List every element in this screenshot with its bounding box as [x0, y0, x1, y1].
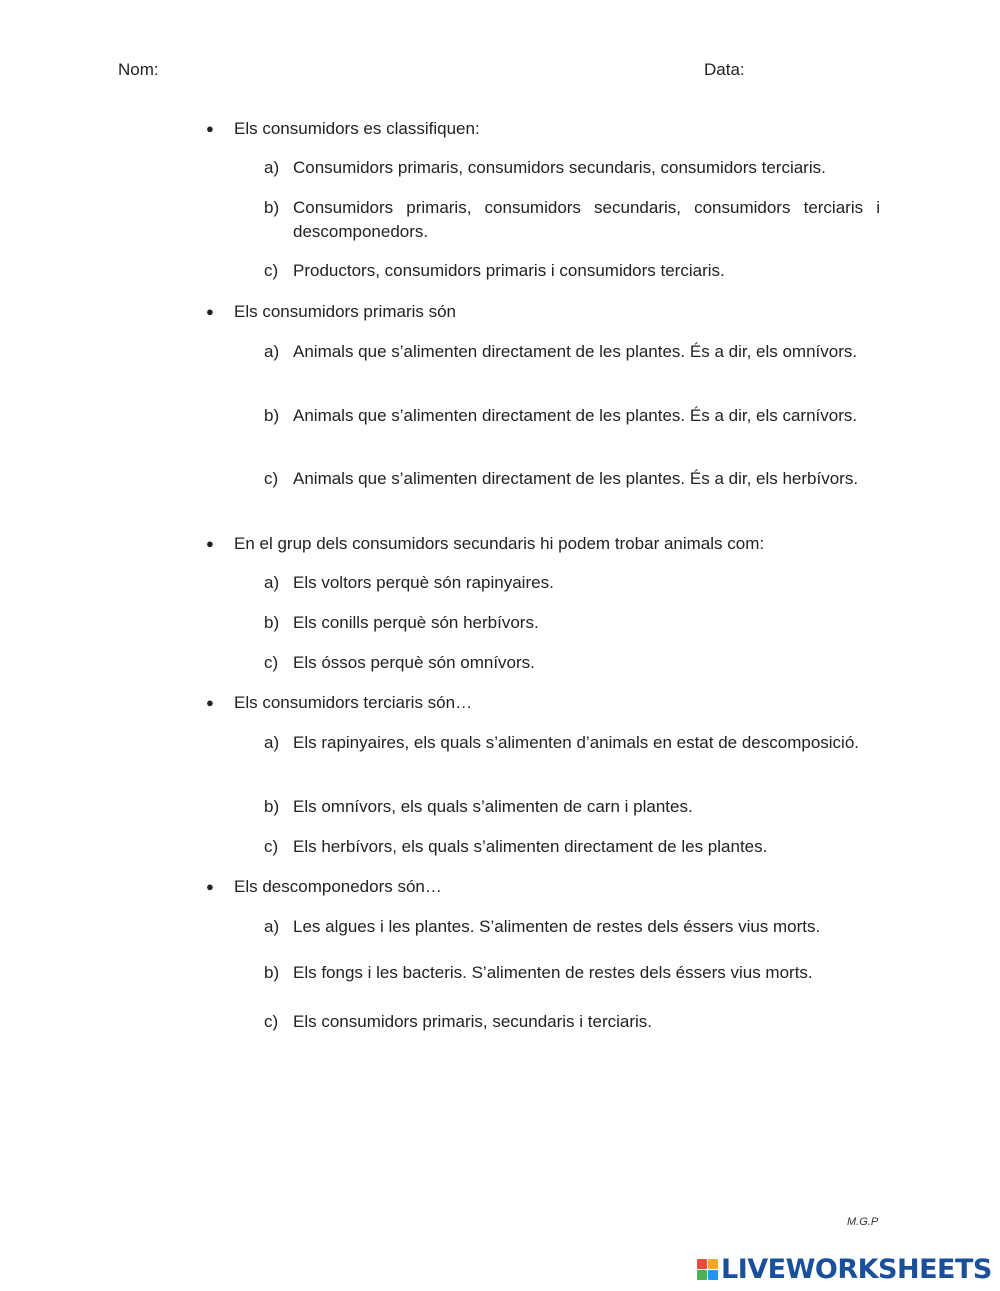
option-text: Consumidors primaris, consumidors secundaris, consumidors terciaris i descomponedors. [293, 198, 880, 241]
option-letter: a) [264, 158, 280, 177]
option-letter: a) [264, 342, 280, 361]
option-letter: b) [264, 613, 280, 632]
logo-mark-square [697, 1270, 707, 1280]
option-letter: a) [264, 573, 280, 592]
bullet-icon: ● [206, 304, 214, 319]
question-stem: Els consumidors es classifiquen: [234, 119, 480, 138]
option-text: Els omnívors, els quals s’alimenten de carn i plantes. [293, 797, 693, 816]
bullet-icon: ● [206, 695, 214, 710]
option-text: Els conills perquè són herbívors. [293, 613, 539, 632]
name-label: Nom: [118, 60, 159, 79]
option-letter: c) [264, 261, 279, 280]
option-text: Els óssos perquè són omnívors. [293, 653, 535, 672]
logo-mark-square [697, 1259, 707, 1269]
option-text: Els herbívors, els quals s’alimenten directament de les plantes. [293, 837, 768, 856]
option-letter: c) [264, 469, 279, 488]
option-letter: c) [264, 1012, 279, 1031]
bullet-icon: ● [206, 879, 214, 894]
question-stem: Els descomponedors són… [234, 877, 442, 896]
liveworksheets-logo[interactable] [697, 1254, 992, 1284]
option-text: Animals que s’alimenten directament de les plantes. És a dir, els herbívors. [293, 469, 859, 488]
option-text: Animals que s’alimenten directament de les plantes. És a dir, els omnívors. [293, 342, 858, 361]
option-letter: a) [264, 917, 280, 936]
option-text: Els fongs i les bacteris. S’alimenten de restes dels éssers vius morts. [293, 963, 813, 982]
option-text: Les algues i les plantes. S’alimenten de restes dels éssers vius morts. [293, 917, 821, 936]
bullet-icon: ● [206, 121, 214, 136]
question-stem: Els consumidors primaris són [234, 302, 457, 321]
bullet-icon: ● [206, 536, 214, 551]
question-stem: Els consumidors terciaris són… [234, 693, 473, 712]
logo-mark-square [708, 1270, 718, 1280]
option-letter: b) [264, 406, 280, 425]
question-stem: En el grup dels consumidors secundaris hi podem trobar animals com: [234, 534, 765, 553]
option-letter: b) [264, 198, 280, 217]
option-text: Animals que s’alimenten directament de les plantes. És a dir, els carnívors. [293, 406, 858, 425]
option-text: Consumidors primaris, consumidors secundaris, consumidors terciaris. [293, 158, 826, 177]
option-text: Productors, consumidors primaris i consumidors terciaris. [293, 261, 725, 280]
option-text: Els consumidors primaris, secundaris i terciaris. [293, 1012, 652, 1031]
logo-mark-square [708, 1259, 718, 1269]
option-letter: c) [264, 837, 279, 856]
option-letter: b) [264, 797, 280, 816]
logo-text: LIVEWORKSHEETS [721, 1253, 992, 1285]
option-letter: c) [264, 653, 279, 672]
option-letter: b) [264, 963, 280, 982]
option-text: Els rapinyaires, els quals s’alimenten d’animals en estat de descomposició. [293, 733, 860, 752]
option-letter: a) [264, 733, 280, 752]
author-initials: M.G.P [847, 1216, 879, 1228]
logo-mark-icon [697, 1259, 718, 1280]
date-label: Data: [704, 60, 745, 79]
option-text: Els voltors perquè són rapinyaires. [293, 573, 554, 592]
